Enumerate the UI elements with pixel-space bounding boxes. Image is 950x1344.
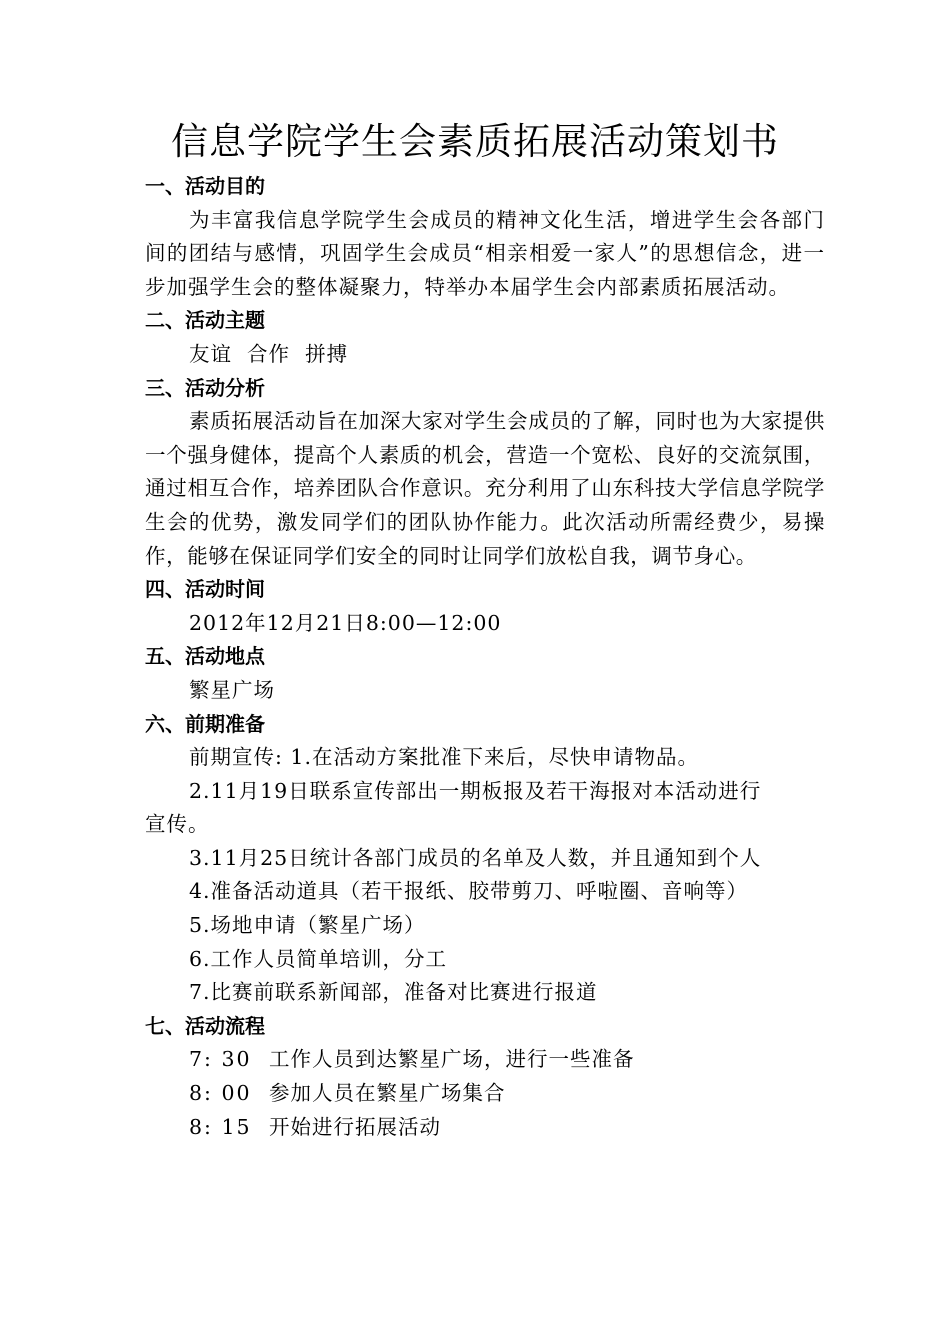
document-title: 信息学院学生会素质拓展活动策划书 (171, 120, 779, 163)
prep-item: 5.场地申请（繁星广场） (189, 913, 426, 938)
document-body (145, 170, 825, 1144)
prep-item: 4.准备活动道具（若干报纸、胶带剪刀、呼啦圈、音响等） (189, 879, 749, 904)
section-heading-preparation: 六、前期准备 (145, 711, 265, 736)
process-row (145, 1111, 825, 1145)
process-desc: 参加人员在繁星广场集合 (269, 1081, 506, 1106)
section-heading-time: 四、活动时间 (145, 577, 265, 602)
prep-item: 7.比赛前联系新闻部，准备对比赛进行报道 (189, 980, 598, 1005)
section-heading-purpose: 一、活动目的 (145, 174, 265, 198)
process-time: 8: 15 (189, 1114, 252, 1139)
process-desc: 工作人员到达繁星广场，进行一些准备 (269, 1047, 635, 1072)
process-desc: 开始进行拓展活动 (269, 1114, 441, 1139)
process-row (145, 1077, 825, 1111)
section-text-location: 繁星广场 (189, 677, 275, 702)
prep-item: 6.工作人员简单培训，分工 (189, 946, 448, 971)
prep-item: 前期宣传: 1.在活动方案批准下来后，尽快申请物品。 (189, 745, 699, 770)
section-text-theme: 友谊 合作 拼搏 (189, 341, 349, 366)
section-text-time: 2012年12月21日8:00—12:00 (189, 610, 502, 635)
section-heading-theme: 二、活动主题 (145, 308, 265, 333)
process-time: 7: 30 (189, 1047, 252, 1072)
section-text-analysis: 素质拓展活动旨在加深大家对学生会成员的了解，同时也为大家提供一个强身健体，提高个人素质的机会，营造一个宽松、良好的交流氛围，通过相互合作，培养团队合作意识。充分利用了山东科技大学信息学院学生会的优势，激发同学们的团队协作能力。此次活动所需经费少，易操作，能够在保证同学们安全的同时让同学们放松自我，调节身心。 (145, 409, 825, 568)
section-heading-process: 七、活动流程 (145, 1013, 265, 1038)
prep-item: 2.11月19日联系宣传部出一期板报及若干海报对本活动进行宣传。 (145, 778, 762, 837)
section-text-purpose: 为丰富我信息学院学生会成员的精神文化生活，增进学生会各部门间的团结与感情，巩固学生会成员“相亲相爱一家人”的思想信念，进一步加强学生会的整体凝聚力，特举办本届学生会内部素质拓展活动。 (145, 207, 825, 299)
section-heading-analysis: 三、活动分析 (145, 375, 265, 400)
section-heading-location: 五、活动地点 (145, 644, 265, 669)
process-row (145, 1043, 825, 1077)
process-time: 8: 00 (189, 1081, 252, 1106)
prep-item: 3.11月25日统计各部门成员的名单及人数，并且通知到个人 (189, 845, 762, 870)
